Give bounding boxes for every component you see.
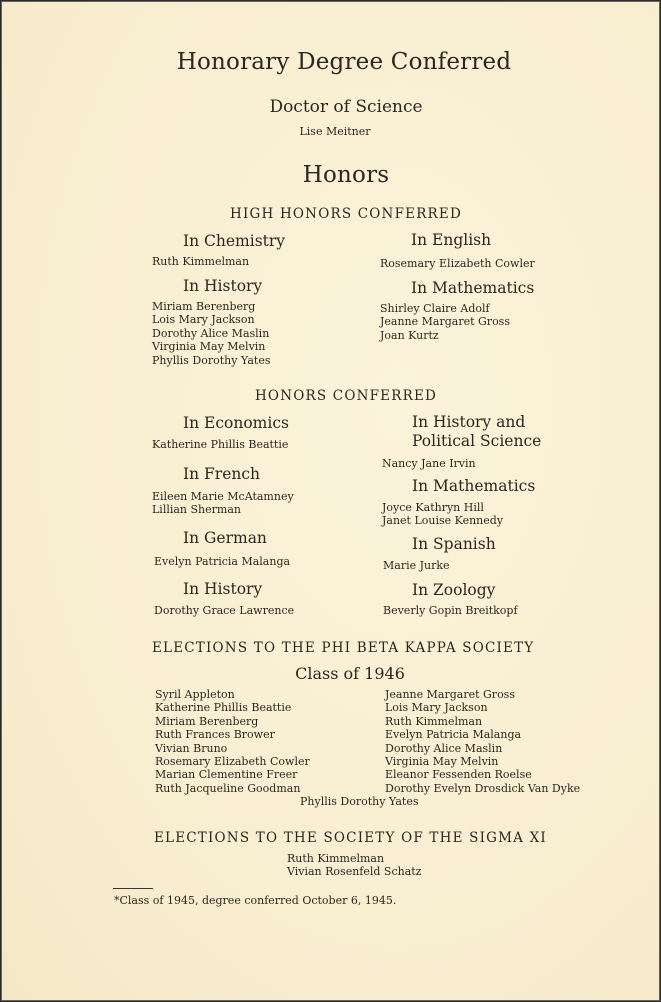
honors-title: Honors (302, 162, 390, 188)
name-entry: Jeanne Margaret Gross (380, 315, 510, 329)
name-entry: Evelyn Patricia Malanga (385, 728, 522, 742)
name-entry: Miriam Berenberg (155, 714, 259, 728)
name-entry: Syril Appleton (155, 688, 235, 701)
mathematics-honors-list (382, 501, 503, 528)
sigma-xi-heading: ELECTIONS TO THE SOCIETY OF THE SIGMA XI (154, 830, 547, 846)
subject-history-political-science-line2: Political Science (412, 432, 542, 450)
degree-title: Doctor of Science (269, 97, 423, 117)
name-entry: Dorothy Grace Lawrence (154, 604, 295, 617)
honors-conferred-heading: HONORS CONFERRED (254, 388, 438, 404)
name-entry: Eleanor Fessenden Roelse (385, 768, 532, 782)
name-entry: Rosemary Elizabeth Cowler (155, 755, 310, 769)
french-honors-list (152, 490, 294, 517)
name-entry: Ruth Kimmelman (287, 852, 385, 865)
name-entry: Beverly Gopin Breitkopf (383, 604, 518, 617)
name-entry: Shirley Claire Adolf (380, 302, 490, 315)
footnote-divider (113, 888, 153, 889)
name-entry: Dorothy Alice Maslin (385, 741, 503, 755)
name-entry: Lois Mary Jackson (385, 701, 488, 715)
subject-economics: In Economics (183, 414, 289, 432)
subject-german: In German (183, 529, 267, 547)
name-entry: Virginia May Melvin (152, 340, 266, 354)
name-entry: Dorothy Evelyn Drosdick Van Dyke (385, 781, 581, 795)
class-year: Class of 1946 (295, 664, 405, 683)
name-entry: Katherine Phillis Beattie (155, 701, 292, 715)
name-entry: Marie Jurke (383, 559, 450, 572)
name-entry: Miriam Berenberg (152, 300, 256, 313)
subject-spanish: In Spanish (412, 535, 496, 553)
name-entry: Ruth Frances Brower (155, 728, 275, 742)
name-entry: Ruth Kimmelman (385, 714, 483, 728)
subject-zoology: In Zoology (412, 581, 496, 599)
mathematics-high-honors-list (380, 302, 510, 342)
name-entry: Phyllis Dorothy Yates (300, 795, 419, 808)
name-entry: Rosemary Elizabeth Cowler (380, 257, 535, 270)
subject-chemistry: In Chemistry (183, 232, 286, 250)
name-entry: Vivian Rosenfeld Schatz (287, 865, 422, 879)
name-entry: Jeanne Margaret Gross (385, 688, 515, 701)
name-entry: Eileen Marie McAtamney (152, 490, 294, 503)
name-entry: Lois Mary Jackson (152, 313, 255, 327)
honorary-title: Honorary Degree Conferred (176, 49, 512, 75)
name-entry: Phyllis Dorothy Yates (152, 353, 271, 367)
name-entry: Lillian Sherman (152, 503, 241, 517)
high-honors-heading: HIGH HONORS CONFERRED (229, 206, 463, 222)
name-entry: Janet Louise Kennedy (382, 514, 504, 528)
subject-history: In History (183, 277, 263, 295)
subject-english: In English (411, 231, 492, 249)
subject-french: In French (183, 465, 261, 483)
subject-mathematics: In Mathematics (412, 477, 536, 495)
document-page (1, 1, 660, 1001)
name-entry: Ruth Jacqueline Goodman (155, 781, 301, 795)
name-entry: Ruth Kimmelman (152, 255, 250, 268)
name-entry: Marian Clementine Freer (155, 768, 298, 782)
sigma-xi-list (287, 852, 421, 879)
subject-mathematics: In Mathematics (411, 279, 535, 297)
name-entry: Virginia May Melvin (385, 755, 499, 769)
subject-history: In History (183, 580, 263, 598)
footnote: *Class of 1945, degree conferred October 6, 1945. (114, 894, 397, 907)
name-entry: Joyce Kathryn Hill (382, 501, 484, 514)
honorary-recipient: Lise Meitner (299, 125, 371, 138)
name-entry: Joan Kurtz (380, 328, 439, 342)
phi-beta-kappa-heading: ELECTIONS TO THE PHI BETA KAPPA SOCIETY (152, 640, 535, 656)
subject-history-political-science-line1: In History and (412, 413, 526, 431)
history-high-honors-list (152, 300, 270, 367)
name-entry: Katherine Phillis Beattie (152, 438, 289, 451)
name-entry: Evelyn Patricia Malanga (154, 555, 291, 568)
name-entry: Dorothy Alice Maslin (152, 326, 270, 340)
phi-beta-kappa-left-list (155, 688, 310, 795)
name-entry: Nancy Jane Irvin (382, 457, 476, 470)
name-entry: Vivian Bruno (155, 741, 228, 755)
phi-beta-kappa-right-list (385, 688, 580, 795)
